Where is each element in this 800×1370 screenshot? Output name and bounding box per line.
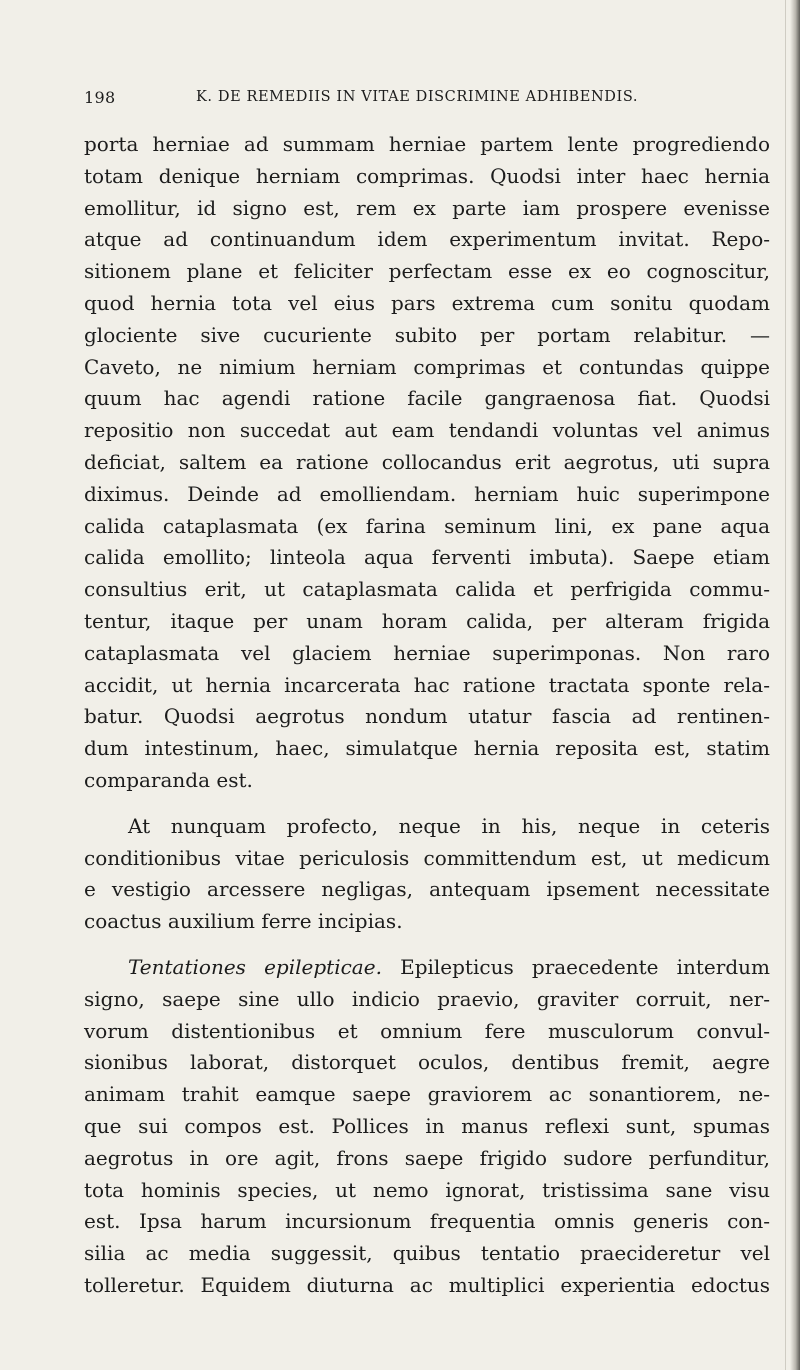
text-line: vorum distentionibus et omnium fere musculorum convul- (84, 1018, 770, 1043)
text-line: quod hernia tota vel eius pars extrema cum sonitu quodam (84, 290, 770, 315)
text-line: quum hac agendi ratione facile gangraenosa fiat. Quodsi (84, 386, 770, 411)
text-line: deficiat, saltem ea ratione collocandus erit aegrotus, uti supra (84, 449, 770, 474)
text-line: calida cataplasmata (ex farina seminum lini, ex pane aqua (84, 513, 770, 538)
text-line: dum intestinum, haec, simulatque hernia reposita est, statim (84, 736, 770, 761)
text-line: animam trahit eamque saepe graviorem ac sonantiorem, ne- (84, 1082, 770, 1107)
text-line: batur. Quodsi aegrotus nondum utatur fascia ad rentinen- (84, 704, 770, 729)
page-number: 198 (84, 88, 116, 107)
body-text (84, 129, 770, 1302)
running-title: K. DE REMEDIIS IN VITAE DISCRIMINE ADHIBENDIS. (196, 89, 639, 105)
paragraph-gap (84, 797, 770, 811)
paragraph-2 (84, 811, 770, 938)
text-line: conditionibus vitae periculosis committendum est, ut medicum (84, 845, 770, 870)
page-fold-line (785, 0, 786, 1370)
text-line: tolleretur. Equidem diuturna ac multiplici experientia edoctus (84, 1272, 770, 1297)
text-line: Caveto, ne nimium herniam comprimas et contundas quippe (84, 354, 770, 379)
text-line: totam denique herniam comprimas. Quodsi inter haec hernia (84, 163, 770, 188)
text-line: diximus. Deinde ad emolliendam. herniam huic superimpone (84, 481, 770, 506)
text-line (84, 952, 770, 984)
text-line: tentur, itaque per unam horam calida, per alteram frigida (84, 608, 770, 633)
text-line: est. Ipsa harum incursionum frequentia omnis generis con- (84, 1209, 770, 1234)
text-line: comparanda est. (84, 767, 253, 792)
paragraph-gap (84, 938, 770, 952)
text-line: signo, saepe sine ullo indicio praevio, graviter corruit, ner- (84, 986, 770, 1011)
text-line: tota hominis species, ut nemo ignorat, tristissima sane visu (84, 1177, 770, 1202)
text-line: aegrotus in ore agit, frons saepe frigido sudore perfunditur, (84, 1145, 770, 1170)
text-line: calida emollito; linteola aqua ferventi imbuta). Saepe etiam (84, 545, 770, 570)
text-line: que sui compos est. Pollices in manus reflexi sunt, spumas (84, 1113, 770, 1138)
text-line: porta herniae ad summam herniae partem lente progrediendo (84, 132, 770, 156)
text-line: silia ac media suggessit, quibus tentatio praecideretur vel (84, 1241, 770, 1266)
text-line: e vestigio arcessere negligas, antequam ipsement necessitate (84, 877, 770, 902)
text-fragment: Epilepticus praecedente interdum (381, 954, 770, 979)
text-line: At nunquam profecto, neque in his, neque in ceteris (128, 813, 770, 838)
text-line: accidit, ut hernia incarcerata hac ratione tractata sponte rela- (84, 672, 770, 697)
paragraph-3 (84, 952, 770, 1302)
section-heading: Tentationes epilepticae. (128, 954, 382, 979)
text-line: glociente sive cucuriente subito per portam relabitur. — (84, 322, 770, 347)
text-line: coactus auxilium ferre incipias. (84, 909, 403, 934)
text-line: sitionem plane et feliciter perfectam esse ex eo cognoscitur, (84, 259, 770, 284)
running-head (84, 88, 724, 114)
text-line: consultius erit, ut cataplasmata calida et perfrigida commu- (84, 577, 770, 602)
text-line: cataplasmata vel glaciem herniae superimponas. Non raro (84, 640, 770, 665)
text-line: emollitur, id signo est, rem ex parte iam prospere evenisse (84, 195, 770, 220)
text-line: sionibus laborat, distorquet oculos, dentibus fremit, aegre (84, 1050, 770, 1075)
page-edge-shadow (790, 0, 800, 1370)
paragraph-1 (84, 129, 770, 797)
text-line: repositio non succedat aut eam tendandi voluntas vel animus (84, 418, 770, 443)
text-line: atque ad continuandum idem experimentum invitat. Repo- (84, 227, 770, 252)
